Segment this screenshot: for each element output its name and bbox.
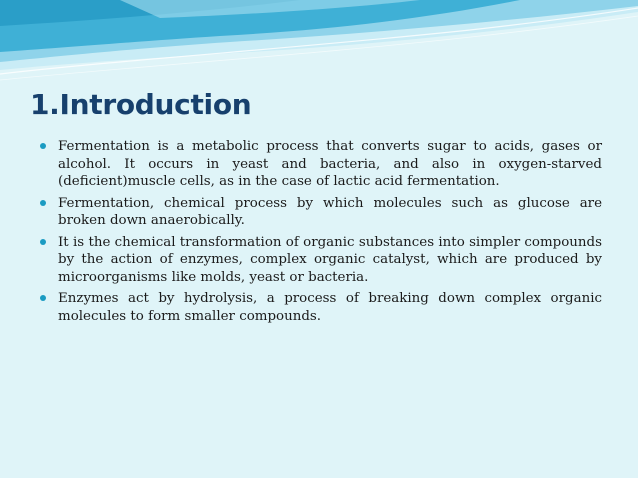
- bullet-item: [40, 195, 602, 230]
- bullet-item: [40, 290, 602, 325]
- bullet-text: Enzymes act by hydrolysis, a process of breaking down complex organic molecules to form smaller compounds.: [58, 291, 602, 324]
- bullet-dot-icon: [40, 295, 46, 301]
- bullet-text: Fermentation is a metabolic process that converts sugar to acids, gases or alcohol. It occurs in yeast and bacteria, and also in oxygen-starved (deficient)muscle cells, as in the case of lactic acid fermentation.: [58, 139, 602, 189]
- bullet-dot-icon: [40, 143, 46, 149]
- bullet-item: [40, 138, 602, 191]
- bullet-list: [40, 138, 602, 329]
- bullet-text: Fermentation, chemical process by which molecules such as glucose are broken down anaerobically.: [58, 195, 602, 228]
- slide-title: 1.Introduction: [30, 88, 252, 121]
- bullet-dot-icon: [40, 239, 46, 245]
- header-wave-decoration: [0, 0, 638, 90]
- bullet-text: It is the chemical transformation of organic substances into simpler compounds by the action of enzymes, complex organic catalyst, which are produced by microorganisms like molds, yeast or bacteria.: [58, 234, 602, 285]
- bullet-item: [40, 234, 602, 287]
- bullet-dot-icon: [40, 200, 46, 206]
